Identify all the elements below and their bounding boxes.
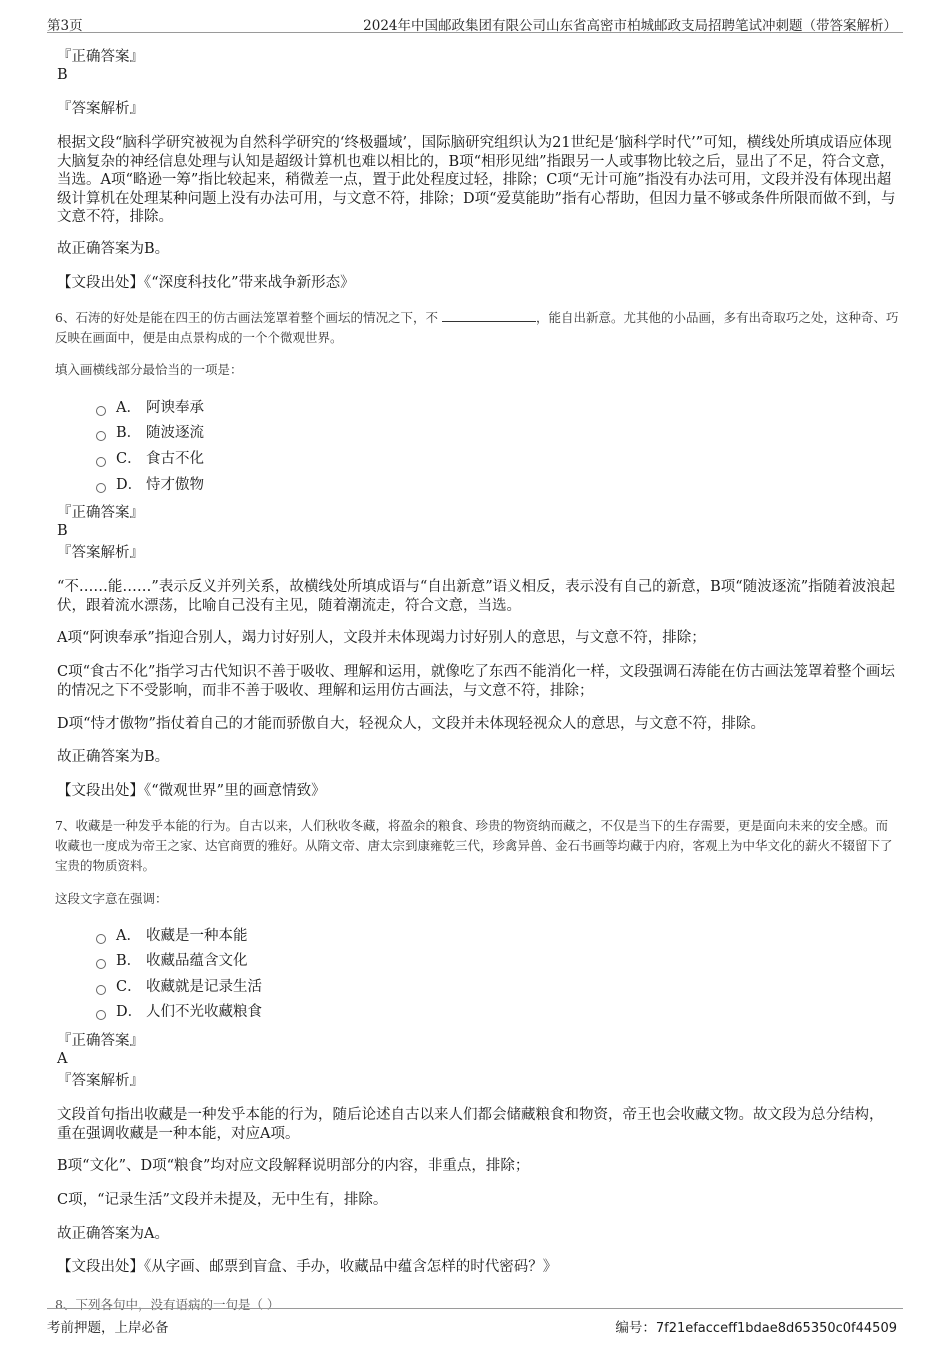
- page-header: [47, 12, 903, 33]
- q5-analysis: 根据文段“脑科学研究被视为自然科学研究的‘终极疆域’，国际脑研究组织认为21世纪是‘脑科学时代’”可知，横线处所填成语应体现大脑复杂的神经信息处理与认知是超级计算机也难以相比的，B项“相形见绌”指跟另一人或事物比较之后，显出了不足，符合文意，当选。A项“略逊一筹”指比较起来，稍微差一点，置于此处程度过轻，排除；C项“无计可施”指没有办法可用，文段并没有体现出超级计算机在处理某种问题上没有办法可用，与文意不符，排除；D项“爱莫能助”指有心帮助，但因力量不够或条件所限而做不到，与文意不符，排除。: [57, 135, 896, 225]
- q6-stem-part2: ，能自出新意。尤其他的小品画，多有出奇取巧之处，这种奇、巧反映在画面中，便是由点景构成的一个个微观世界。: [55, 310, 899, 345]
- q5-answer-label: 『正确答案』: [57, 49, 144, 65]
- q7-analysis-3: C项，“记录生活”文段并未提及，无中生有，排除。: [57, 1192, 388, 1208]
- q5-analysis-label: 『答案解析』: [57, 101, 144, 117]
- q6-answer-label: 『正确答案』: [57, 505, 144, 521]
- q7-conclusion: 故正确答案为A。: [57, 1226, 169, 1242]
- document-code: 编号：7f21efacceff1bdae8d65350c0f44509: [615, 1320, 897, 1336]
- q6-option-a[interactable]: A． 阿谀奉承: [96, 399, 204, 417]
- radio-icon[interactable]: [96, 406, 106, 416]
- q6-option-c[interactable]: C． 食古不化: [96, 450, 204, 468]
- footer-slogan: 考前押题，上岸必备: [47, 1320, 169, 1336]
- radio-icon[interactable]: [96, 934, 106, 944]
- q7-option-b[interactable]: B． 收藏品蕴含文化: [96, 952, 248, 970]
- q6-analysis-4: D项“恃才傲物”指仗着自己的才能而骄傲自大，轻视众人，文段并未体现轻视众人的意思，与文意不符，排除。: [57, 716, 765, 732]
- page-number: 第3页: [47, 18, 83, 34]
- q7-analysis-label: 『答案解析』: [57, 1073, 144, 1089]
- q7-stem: 7、收藏是一种发乎本能的行为。自古以来，人们秋收冬藏，将盈余的粮食、珍贵的物资纳而藏之，不仅是当下的生存需要，更是面向未来的安全感。而收藏也一度成为帝王之家、达官商贾的雅好。从隋文帝、唐太宗到康雍乾三代，珍禽异兽、金石书画等均藏于内府，客观上为中华文化的薪火不辍留下了宝贵的物质资料。: [55, 818, 893, 873]
- q6-option-b[interactable]: B． 随波逐流: [96, 424, 204, 442]
- q6-blank: [442, 309, 536, 322]
- q6-analysis-2: A项“阿谀奉承”指迎合别人，竭力讨好别人，文段并未体现竭力讨好别人的意思，与文意不符，排除；: [57, 630, 706, 646]
- q7-analysis-2: B项“文化”、D项“粮食”均对应文段解释说明部分的内容，非重点，排除；: [57, 1158, 530, 1174]
- q6-prompt: 填入画横线部分最恰当的一项是：: [55, 362, 243, 377]
- q6-conclusion: 故正确答案为B。: [57, 749, 170, 765]
- radio-icon[interactable]: [96, 483, 106, 493]
- q7-option-c[interactable]: C． 收藏就是记录生活: [96, 978, 262, 996]
- q7-option-a[interactable]: A． 收藏是一种本能: [96, 927, 248, 945]
- q7-analysis-1: 文段首句指出收藏是一种发乎本能的行为，随后论述自古以来人们都会储藏粮食和物资，帝王也会收藏文物。故文段为总分结构，重在强调收藏是一种本能，对应A项。: [57, 1107, 884, 1142]
- q8-stem-cut: 8、下列各句中，没有语病的一句是（ ）: [55, 1297, 280, 1312]
- document-title: 2024年中国邮政集团有限公司山东省高密市柏城邮政支局招聘笔试冲刺题（带答案解析）: [363, 18, 897, 34]
- q6-analysis-1: “不……能……”表示反义并列关系，故横线处所填成语与“自出新意”语义相反，表示没有自己的新意，B项“随波逐流”指随着波浪起伏，跟着流水漂荡，比喻自己没有主见，随着潮流走，符合文意，当选。: [57, 579, 896, 614]
- q7-answer: A: [57, 1051, 68, 1067]
- q5-conclusion: 故正确答案为B。: [57, 241, 170, 257]
- q7-option-d[interactable]: D． 人们不光收藏粮食: [96, 1003, 262, 1021]
- q5-answer: B: [57, 67, 68, 83]
- q7-prompt: 这段文字意在强调：: [55, 891, 168, 906]
- page-footer: [47, 1308, 903, 1335]
- radio-icon[interactable]: [96, 457, 106, 467]
- radio-icon[interactable]: [96, 431, 106, 441]
- q6-analysis-label: 『答案解析』: [57, 545, 144, 561]
- radio-icon[interactable]: [96, 959, 106, 969]
- radio-icon[interactable]: [96, 1010, 106, 1020]
- q6-source: 【文段出处】《“微观世界”里的画意情致》: [57, 783, 326, 799]
- q6-answer: B: [57, 523, 68, 539]
- q6-stem: [55, 308, 900, 348]
- q7-source: 【文段出处】《从字画、邮票到盲盒、手办，收藏品中蕴含怎样的时代密码？》: [57, 1259, 558, 1275]
- q7-answer-label: 『正确答案』: [57, 1033, 144, 1049]
- radio-icon[interactable]: [96, 985, 106, 995]
- q6-option-d[interactable]: D． 恃才傲物: [96, 476, 204, 494]
- q6-analysis-3: C项“食古不化”指学习古代知识不善于吸收、理解和运用，就像吃了东西不能消化一样，文段强调石涛能在仿古画法笼罩着整个画坛的情况之下不受影响，而非不善于吸收、理解和运用仿古画法，与文意不符，排除；: [57, 664, 895, 699]
- q6-stem-part1: 6、石涛的好处是能在四王的仿古画法笼罩着整个画坛的情况之下，不: [55, 310, 438, 325]
- q5-source: 【文段出处】《“深度科技化”带来战争新形态》: [57, 275, 355, 291]
